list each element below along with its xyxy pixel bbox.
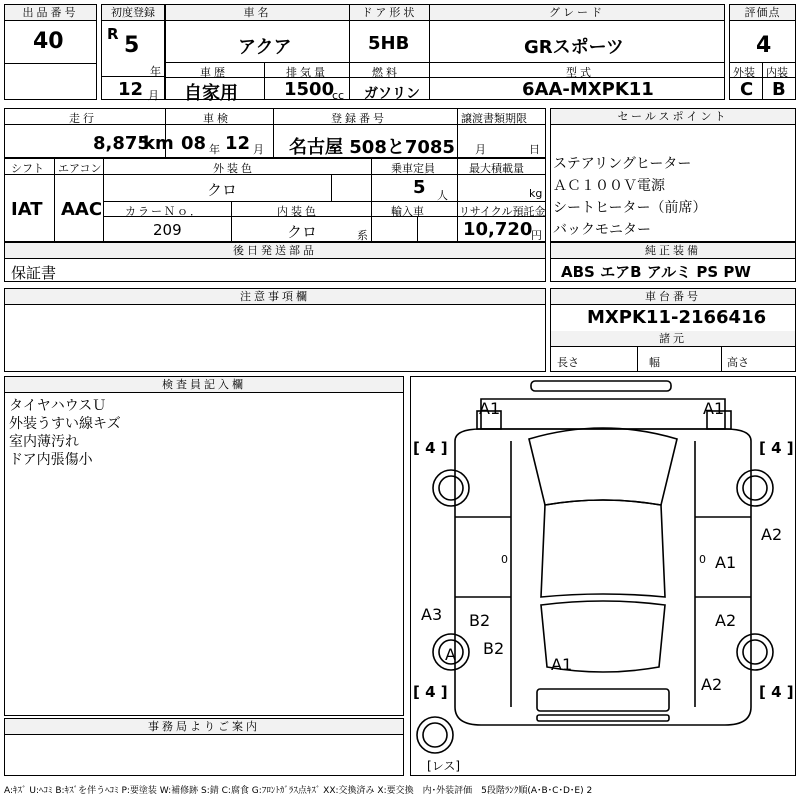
recycle-unit: 円 [531,229,542,242]
model: 6AA-MXPK11 [522,79,654,100]
displacement-unit: cc [332,89,345,102]
transfer-label: 譲渡書類期限 [461,112,527,125]
mark-front-right: A1 [703,399,725,418]
import-label: 輸入車 [391,205,424,218]
length-label: 長さ [557,356,579,369]
history-label: 車歴 [200,66,228,79]
selling-label: セールスポイント [551,109,795,125]
load-unit: kg [529,187,543,200]
inspector-line-4: ドア内張傷小 [9,452,93,468]
equipment-box [550,242,796,282]
inspector-label: 検査員記入欄 [5,377,403,393]
grade-label: グレード [430,5,724,21]
legend: A:ｷｽﾞ U:ﾍｺﾐ B:ｷｽﾞを伴うﾍｺﾐ P:要塗装 W:補修跡 S:錆 C:腐食 G:ﾌﾛﾝﾄｶﾞﾗｽ点ｷｽﾞ XX:交換済み X:要交換 内･外装評価 5段階ﾗﾝｸ順(A･B･C･D･E) 2 [4,786,593,796]
mark-left-quarter: B2 [483,639,505,658]
ext-score: C [740,79,754,100]
mark-right-fender: A2 [761,525,783,544]
mark-left-rear-wheel: A [445,645,456,664]
zero-left: 0 [501,553,508,566]
capacity-label: 乗車定員 [391,162,435,175]
tire-front-right: [ 4 ] [759,439,794,457]
front-bumper-shape [531,381,671,391]
ac-label: エアコン [58,162,102,175]
shift: IAT [11,199,43,220]
int-score: B [772,79,786,100]
capacity-unit: 人 [437,189,448,202]
first-reg-label: 初度登録 [102,5,164,21]
mileage-box [4,108,546,158]
roof-shape [541,500,665,597]
plate-label: 登録番号 [331,112,387,125]
first-registration-box [101,4,165,100]
selling-point-4: バックモニター [553,222,651,238]
selling-point-2: ＡＣ１００Ｖ電源 [553,178,665,194]
recycle-fee: 10,720 [463,219,533,240]
score-label: 評価点 [730,5,795,21]
specs-label: 諸元 [551,331,795,347]
inspector-box [4,376,404,716]
color-label: 外装色 [213,162,255,175]
fuel-label: 燃料 [372,66,400,79]
displacement-label: 排気量 [286,66,328,79]
tire-rear-left: [ 4 ] [413,683,448,701]
ac: AAC [61,199,103,220]
int-label: 内装 [766,66,788,79]
era: R [107,25,119,43]
ext-label: 外装 [733,66,755,79]
mileage-label: 走行 [69,112,97,125]
mileage-unit: km [143,133,174,154]
inspection-label: 車検 [203,112,231,125]
notes-label: 注意事項欄 [5,289,545,305]
chassis-number: MXPK11-2166416 [587,307,767,328]
equipment-value: ABS エアB アルミ PS PW [561,263,751,281]
zero-right: 0 [699,553,706,566]
inspection-month: 12 [225,133,251,154]
mark-rear-right: A2 [701,675,723,694]
damage-diagram [410,376,796,776]
inspector-line-1: タイヤハウスＵ [9,398,107,414]
score-box [729,4,796,100]
width-label: 幅 [649,356,660,369]
capacity: 5 [413,177,426,198]
inspector-line-3: 室内薄汚れ [9,434,79,450]
year-unit: 年 [150,65,161,78]
car-name: アクア [238,37,292,58]
color: クロ [207,181,238,199]
mileage: 8,875 [93,133,150,154]
tire-rear-right: [ 4 ] [759,683,794,701]
later-parts-box [4,242,546,282]
mark-right-front-door: A1 [715,553,737,572]
selling-point-3: シートヒーター（前席） [553,200,707,216]
tire-front-left: [ 4 ] [413,439,448,457]
mark-right-rear-door: A2 [715,611,737,630]
later-parts-label: 後日発送部品 [5,243,545,259]
mark-rear-center: A1 [551,655,573,674]
office-box [4,718,404,776]
inspection-year-unit: 年 [209,143,220,156]
month-unit: 月 [148,89,159,102]
fuel: ガソリン [364,86,420,102]
transfer-month: 月 [475,143,486,156]
inspection-month-unit: 月 [253,143,264,156]
chassis-label: 車台番号 [551,289,795,305]
office-label: 事務局よりご案内 [5,719,403,735]
lot-box [4,4,97,100]
door-type: 5HB [368,33,410,54]
interior-unit: 系 [357,229,368,242]
mark-front-left: A1 [479,399,501,418]
chassis-box [550,288,796,372]
grade: GRスポーツ [524,37,624,58]
color-no-label: カラーＮｏ． [125,205,203,218]
mark-left-rear: A3 [421,605,443,624]
spare-tire-label: [レス] [427,759,461,773]
equipment-label: 純正装備 [551,243,795,259]
mark-left-rear-door: B2 [469,611,491,630]
inspection-year: 08 [181,133,207,154]
shift-label: シフト [11,162,44,175]
height-label: 高さ [727,356,749,369]
transfer-day: 日 [529,143,540,156]
inspector-line-2: 外装うすい線キズ [9,416,121,432]
history: 自家用 [184,83,238,104]
color-no: 209 [153,221,182,239]
reg-month: 12 [118,79,144,100]
displacement: 1500 [284,79,335,100]
lot-label: 出品番号 [5,5,96,21]
car-info-box [165,4,725,104]
load-label: 最大積載量 [469,162,524,175]
door-label: ドア形状 [350,5,429,21]
windshield-shape [529,428,677,505]
score: 4 [756,33,772,58]
car-outline [411,377,795,775]
spec-box [4,158,546,242]
notes-box [4,288,546,372]
model-label: 型式 [566,66,594,79]
car-name-label: 車名 [166,5,349,21]
reg-year: 5 [124,33,140,58]
recycle-label: リサイクル預託金 [459,205,546,218]
hood-shape [481,399,725,429]
plate-number: 名古屋 508と7085 [289,137,455,158]
selling-points-box [550,108,796,242]
interior-color-label: 内装色 [277,205,319,218]
lot-number: 40 [33,29,64,54]
interior-color: クロ [287,223,318,241]
later-parts-value: 保証書 [11,264,57,282]
selling-point-1: ステアリングヒーター [553,156,692,172]
